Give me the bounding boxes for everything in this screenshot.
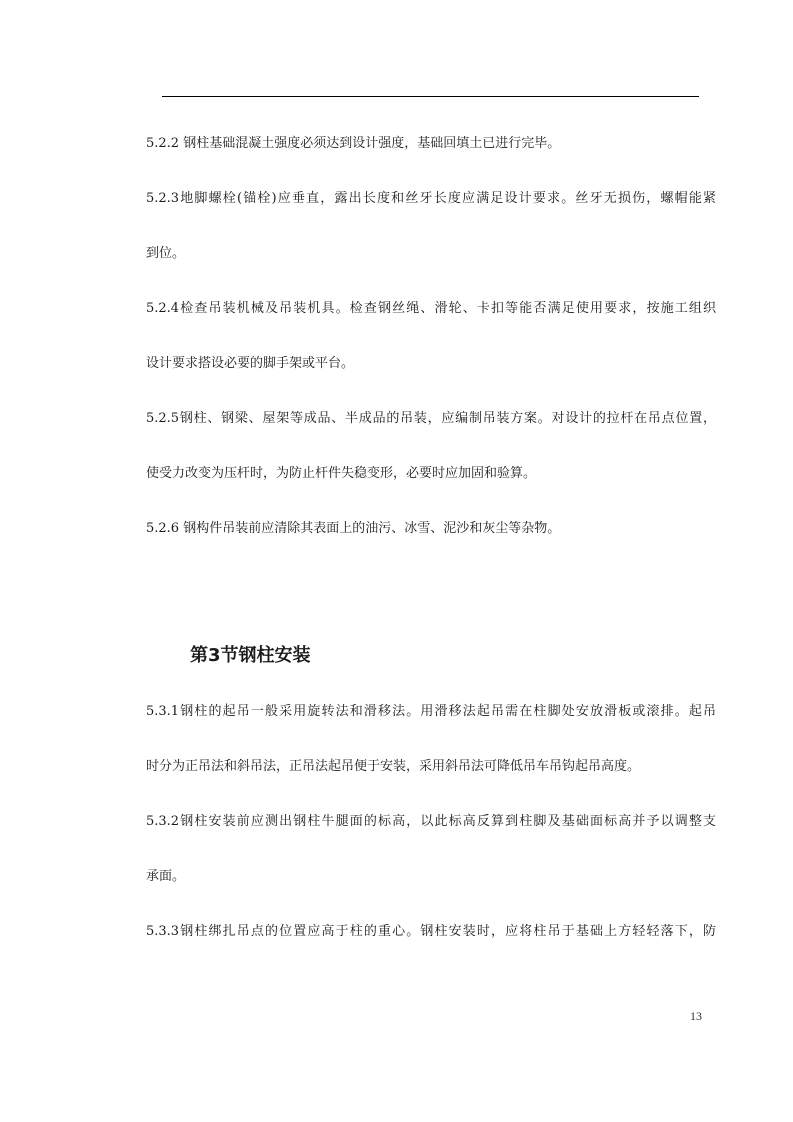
paragraph-5-2-5-line-1: 5.2.5钢柱、钢梁、屋架等成品、半成品的吊装，应编制吊装方案。对设计的拉杆在吊点位置，: [146, 411, 716, 426]
paragraph-5-3-2-line-2: 承面。: [146, 869, 186, 884]
paragraph-5-2-2: 5.2.2 钢柱基础混凝土强度必须达到设计强度，基础回填土已进行完毕。: [146, 136, 561, 151]
section-heading: 第3节钢柱安装: [190, 645, 311, 666]
header-rule: [162, 96, 699, 97]
paragraph-5-2-4-line-1: 5.2.4检查吊装机械及吊装机具。检查钢丝绳、滑轮、卡扣等能否满足使用要求，按施工组织: [146, 301, 716, 316]
paragraph-5-3-1-line-2: 时分为正吊法和斜吊法，正吊法起吊便于安装，采用斜吊法可降低吊车吊钩起吊高度。: [146, 759, 641, 774]
paragraph-5-3-2-line-1: 5.3.2钢柱安装前应测出钢柱牛腿面的标高，以此标高反算到柱脚及基础面标高并予以调整支: [146, 814, 716, 829]
paragraph-5-2-6: 5.2.6 钢构件吊装前应清除其表面上的油污、冰雪、泥沙和灰尘等杂物。: [146, 521, 561, 536]
paragraph-5-3-1-line-1: 5.3.1钢柱的起吊一般采用旋转法和滑移法。用滑移法起吊需在柱脚处安放滑板或滚排。起吊: [146, 704, 716, 719]
page-number: 13: [690, 1009, 702, 1023]
paragraph-5-2-3-line-1: 5.2.3地脚螺栓(锚栓)应垂直，露出长度和丝牙长度应满足设计要求。丝牙无损伤，螺帽能紧: [146, 191, 716, 206]
paragraph-5-2-3-line-2: 到位。: [146, 246, 186, 261]
paragraph-5-2-5-line-2: 使受力改变为压杆时，为防止杆件失稳变形，必要时应加固和验算。: [146, 466, 537, 481]
paragraph-5-2-4-line-2: 设计要求搭设必要的脚手架或平台。: [146, 356, 355, 371]
paragraph-5-3-3-line-1: 5.3.3钢柱绑扎吊点的位置应高于柱的重心。钢柱安装时，应将柱吊于基础上方轻轻落下，防: [146, 924, 716, 939]
